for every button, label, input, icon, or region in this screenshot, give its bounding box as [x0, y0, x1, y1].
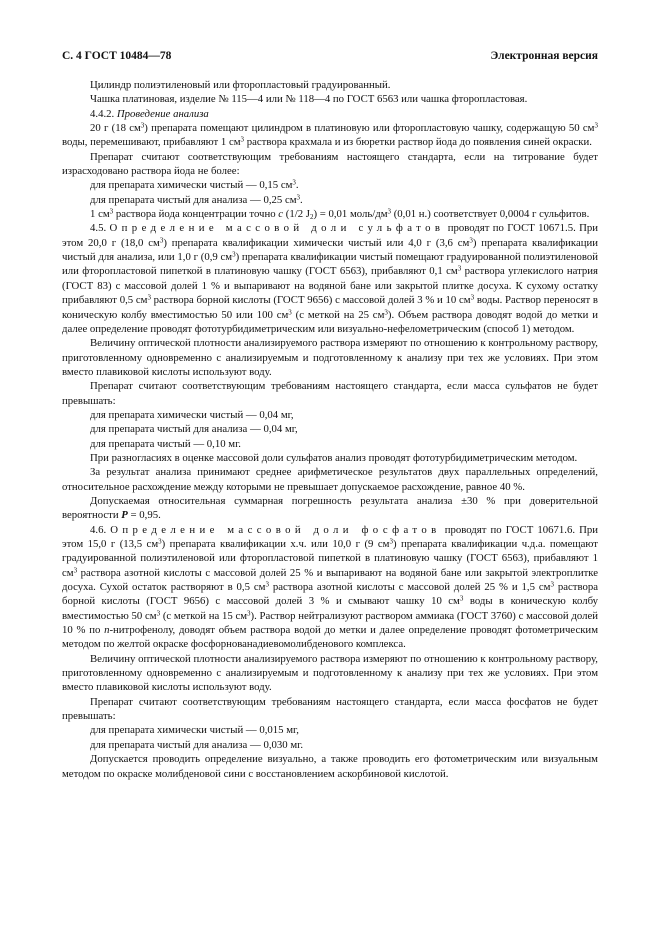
paragraph: Величину оптической плотности анализируемого раствора измеряют по отношению к контрольному раствору, приготовленному одновременно с анализируемым и подготовленному к анализу при тех же условиях. При этом вместо плавиковой кислоты используют воду. [62, 652, 598, 694]
list-item: для препарата химически чистый — 0,04 мг, [90, 408, 294, 421]
list-item: для препарата химически чистый — 0,015 мг, [90, 724, 299, 737]
list-item: для препарата чистый для анализа — 0,030 мг. [90, 738, 304, 751]
paragraph: 1 $см^3$ раствора йода концентрации точно c (1/2 $J_2) = 0,01$ моль/$дм^3$ (0,01 н.) соответствует 0,0004 г сульфитов. [90, 207, 590, 222]
paragraph: Препарат считают соответствующим требованиям настоящего стандарта, если на титрование будет израсходовано раствора йода не более: [62, 150, 598, 178]
document-body [62, 78, 598, 781]
document-page [62, 50, 598, 781]
edition-label: Электронная версия [490, 50, 598, 62]
paragraph: 20 г (18 $см^3$) препарата помещают цилиндром в платиновую или фторопластовую чашку, содержащую 50 $см^3$ воды, перемешивают, прибавляют 1 $см^3$ раствора крахмала и из бюретки раствор йода до появления синей окраски. [62, 121, 598, 149]
paragraph: За результат анализа принимают среднее арифметическое результатов двух параллельных определений, относительное расхождение между которыми не превышает допускаемое расхождение, равное 40 %. [62, 466, 598, 493]
paragraph: Препарат считают соответствующим требованиям настоящего стандарта, если масса сульфатов не будет превышать: [62, 380, 598, 407]
paragraph: При разногласиях в оценке массовой доли сульфатов анализ проводят фототурбидиметрическим методом. [90, 451, 578, 464]
standard-reference: С. 4 ГОСТ 10484—78 [62, 50, 172, 62]
list-item: для препарата чистый для анализа — 0,25 $см^3$. [90, 193, 303, 206]
section-heading-4-4-2: 4.4.2. Проведение анализа [90, 107, 209, 120]
section-4-5-sulfates: 4.5. Определение массовой доли сульфатов проводят по ГОСТ 10671.5. При этом 20,0 г (18,0 $см^3$) препарата квалификации химически чистый или 4,0 г (3,6 $см^3$) препарата квалификации чистый для анализа, или 1,0 г (0,9 $см^3$) препарата квалификации чистый помещают градуированной полиэтиленовой или фторопластовой пипеткой в платиновую чашку (ГОСТ 6563), прибавляют 0,1 $см^3$ раствора углекислого натрия (ГОСТ 83) с массовой долей 1 % и выпаривают на водяной бане или закрытой плитке досуха. К сухому остатку прибавляют 0,5 $см^3$ раствора борной кислоты (ГОСТ 9656) с массовой долей 3 % и 10 $см^3$ воды. Раствор переносят в коническую колбу вместимостью 50 или 100 $см^3$ (с меткой на 25 $см^3$). Объем раствора доводят водой до метки и далее определение проводят фототурбидиметрическим или визуально-нефелометрическим (способ 1) методом. [62, 222, 599, 335]
paragraph: Цилиндр полиэтиленовый или фторопластовый градуированный. [90, 79, 391, 91]
sulfates-heading: Определение массовой доли сульфатов [109, 222, 445, 235]
list-item: для препарата чистый — 0,10 мг. [90, 437, 241, 450]
paragraph: Величину оптической плотности анализируемого раствора измеряют по отношению к контрольному раствору, приготовленному одновременно с анализируемым и подготовленному к анализу при тех же условиях. При этом вместо плавиковой кислоты используют воду. [62, 337, 598, 378]
phosphates-heading: Определение массовой доли фосфатов [110, 523, 441, 536]
page-header [62, 50, 598, 62]
paragraph: Допускаемая относительная суммарная погрешность результата анализа ±30 % при доверительной вероятности P = 0,95. [62, 494, 598, 522]
paragraph: Чашка платиновая, изделие № 115—4 или № 118—4 по ГОСТ 6563 или чашка фторопластовая. [90, 93, 528, 106]
paragraph: Допускается проводить определение визуально, а также проводить его фотометрическим или визуальным методом по окраске молибденовой сини с восстановлением аскорбиновой кислотой. [62, 753, 598, 780]
list-item: для препарата химически чистый — 0,15 $см^3$. [90, 178, 299, 192]
section-4-6-phosphates: 4.6. Определение массовой доли фосфатов проводят по ГОСТ 10671.6. При этом 15,0 г (13,5 $см^3$) препарата квалификации х.ч. или 10,0 г (9 $см^3$) препарата квалификации ч.д.а. помещают градуированной полиэтиленовой или фторопластовой пипеткой в платиновую чашку (ГОСТ 6563), прибавляют 1 $см^3$ раствора азотной кислоты с массовой долей 25 % и выпаривают на водяной бане или закрытой электроплитке досуха. Сухой остаток растворяют в 0,5 $см^3$ раствора азотной кислоты с массовой долей 25 % и 1,5 $см^3$ раствора борной кислоты (ГОСТ 9656) с массовой долей 3 % и смывают чашку 10 $см^3$ воды в коническую колбу вместимостью 50 $см^3$ (с меткой на 15 $см^3$). Раствор нейтрализуют раствором аммиака (ГОСТ 3760) с массовой долей 10 % по n-нитрофенолу, доводят объем раствора водой до метки и далее определение проводят фотометрическим методом по желтой окраске фосфорнованадиевомолибденового комплекса. [62, 523, 599, 651]
paragraph: Препарат считают соответствующим требованиям настоящего стандарта, если масса фосфатов не будет превышать: [62, 695, 598, 723]
list-item: для препарата чистый для анализа — 0,04 мг, [90, 423, 298, 436]
